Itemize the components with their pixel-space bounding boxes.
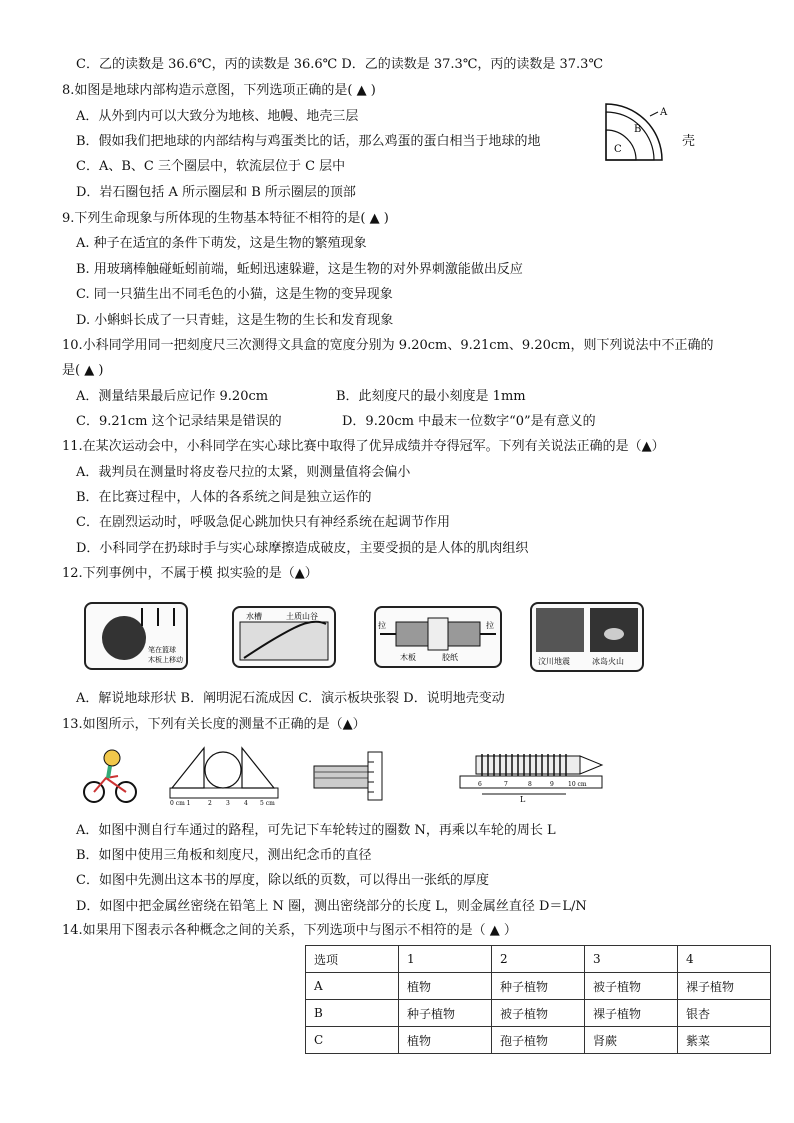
q9-option-d: D. 小蝌蚪长成了一只青蛙，这是生物的生长和发育现象 [76, 313, 394, 328]
q12c-label-board: 木板 [400, 653, 416, 662]
q14-table [305, 945, 771, 1054]
q10-option-c: C．9.21cm 这个记录结果是错误的 [76, 414, 282, 429]
q12-figure-c [374, 606, 502, 668]
q12c-label-pull-right: 拉 [486, 621, 494, 630]
q12c-label-tape: 胶纸 [442, 653, 458, 662]
q13-wire-tick-6: 6 [478, 781, 482, 788]
table-header-cell: 选项 [306, 946, 399, 973]
q12d-label-1: 汶川地震 [538, 657, 570, 666]
q13-wire-tick-7: 7 [504, 781, 508, 788]
table-cell: 银杏 [678, 1000, 771, 1027]
q13-ruler-tick-5: 5 cm [260, 800, 275, 806]
table-cell: 肾蕨 [585, 1027, 678, 1054]
table-header-cell: 1 [399, 946, 492, 973]
q11-stem: 11.在某次运动会中，小科同学在实心球比赛中取得了优异成绩并夺得冠军。下列有关说法正确的是（▲） [62, 439, 665, 454]
q11-option-b: B．在比赛过程中，人体的各系统之间是独立运作的 [76, 490, 372, 505]
q9-stem: 9.下列生命现象与所体现的生物基本特征不相符的是( ▲ ) [62, 211, 389, 226]
q12b-label-2: 土质山谷 [286, 612, 318, 621]
table-cell: B [306, 1000, 399, 1027]
q10-option-d: D．9.20cm 中最末一位数字“0”是有意义的 [342, 414, 596, 429]
earth-label-c: C [614, 144, 622, 155]
q12c-label-pull-left: 拉 [378, 621, 386, 630]
q12b-label-1: 水槽 [246, 612, 262, 621]
q13-ruler-tick-4: 4 [244, 800, 248, 806]
q13-option-d: D．如图中把金属丝密绕在铅笔上 N 圈，测出密绕部分的长度 L，则金属丝直径 D＝L/N [76, 899, 587, 914]
q8-option-b: B．假如我们把地球的内部结构与鸡蛋类比的话，那么鸡蛋的蛋白相当于地球的地 [76, 134, 541, 149]
q7-option-cd: C．乙的读数是 36.6℃，丙的读数是 36.6℃ D．乙的读数是 37.3℃，丙的读数是 37.3℃ [76, 57, 603, 72]
q13-wire-pencil-figure [456, 746, 606, 804]
q13-triangle-ruler-figure [168, 744, 280, 806]
earth-label-b: B [634, 124, 642, 135]
q14-stem: 14.如果用下图表示各种概念之间的关系，下列选项中与图示不相符的是（ ▲ ） [62, 923, 517, 938]
q13-wire-tick-10: 10 cm [568, 781, 587, 788]
q9-option-c: C. 同一只猫生出不同毛色的小猫，这是生物的变异现象 [76, 287, 393, 302]
q13-option-c: C．如图中先测出这本书的厚度，除以纸的页数，可以得出一张纸的厚度 [76, 873, 489, 888]
q12-stem: 12.下列事例中，不属于模 拟实验的是（▲） [62, 566, 318, 581]
q12-figure-b [232, 606, 336, 668]
q13-option-a: A．如图中测自行车通过的路程，可先记下车轮转过的圈数 N，再乘以车轮的周长 L [76, 823, 556, 838]
q12-figure-d [530, 602, 644, 672]
q10-stem: 10.小科同学用同一把刻度尺三次测得文具盒的宽度分别为 9.20cm、9.21cm、9.20cm，则下列说法中不正确的 [62, 338, 714, 353]
table-cell: 被子植物 [492, 1000, 585, 1027]
q13-ruler-tick-0: 0 cm 1 [170, 800, 191, 806]
q10-option-b: B．此刻度尺的最小刻度是 1mm [336, 389, 526, 404]
q13-wire-length-label: L [520, 795, 526, 804]
table-row [306, 973, 771, 1000]
q13-stem: 13.如图所示，下列有关长度的测量不正确的是（▲） [62, 717, 366, 732]
earth-label-a: A [660, 107, 668, 118]
q13-book-ruler-figure [310, 748, 390, 804]
table-header-row [306, 946, 771, 973]
table-row [306, 1000, 771, 1027]
table-header-cell: 4 [678, 946, 771, 973]
q13-wire-tick-9: 9 [550, 781, 554, 788]
q9-option-a: A. 种子在适宜的条件下萌发，这是生物的繁殖现象 [76, 236, 367, 251]
q13-ruler-tick-3: 3 [226, 800, 230, 806]
q12-options: A．解说地球形状 B．阐明泥石流成因 C．演示板块张裂 D．说明地壳变动 [76, 691, 505, 706]
q10-option-a: A．测量结果最后应记作 9.20cm [76, 389, 269, 404]
q10-stem-cont: 是( ▲ ) [62, 363, 104, 378]
table-cell: 紫菜 [678, 1027, 771, 1054]
q12a-label-1: 笔在篮球 [148, 646, 176, 654]
table-cell: 裸子植物 [678, 973, 771, 1000]
q8-option-b-end: 壳 [682, 134, 696, 149]
q9-option-b: B. 用玻璃棒触碰蚯蚓前端，蚯蚓迅速躲避，这是生物的对外界刺激能做出反应 [76, 262, 523, 277]
q8-option-a: A．从外到内可以大致分为地核、地幔、地壳三层 [76, 109, 359, 124]
table-cell: 植物 [399, 973, 492, 1000]
q13-option-b: B．如图中使用三角板和刻度尺，测出纪念币的直径 [76, 848, 372, 863]
q8-stem: 8.如图是地球内部构造示意图，下列选项正确的是( ▲ ) [62, 83, 376, 98]
q8-option-d: D．岩石圈包括 A 所示圈层和 B 所示圈层的顶部 [76, 185, 356, 200]
q12-figure-a [84, 602, 188, 670]
q12a-label-2: 木板上移动 [148, 656, 183, 664]
q13-wire-tick-8: 8 [528, 781, 532, 788]
table-cell: C [306, 1027, 399, 1054]
q11-option-d: D．小科同学在扔球时手与实心球摩擦造成破皮，主要受损的是人体的肌肉组织 [76, 541, 529, 556]
q11-option-a: A．裁判员在测量时将皮卷尺拉的太紧，则测量值将会偏小 [76, 465, 411, 480]
q13-bicycle-figure [82, 746, 138, 806]
table-cell: 孢子植物 [492, 1027, 585, 1054]
table-cell: A [306, 973, 399, 1000]
q11-option-c: C．在剧烈运动时，呼吸急促心跳加快只有神经系统在起调节作用 [76, 515, 450, 530]
q8-option-c: C．A、B、C 三个圈层中，软流层位于 C 层中 [76, 159, 346, 174]
table-cell: 种子植物 [492, 973, 585, 1000]
table-cell: 种子植物 [399, 1000, 492, 1027]
earth-layers-figure [600, 100, 680, 165]
q13-ruler-tick-2: 2 [208, 800, 212, 806]
table-header-cell: 2 [492, 946, 585, 973]
table-row [306, 1027, 771, 1054]
table-header-cell: 3 [585, 946, 678, 973]
table-cell: 裸子植物 [585, 1000, 678, 1027]
table-cell: 植物 [399, 1027, 492, 1054]
table-cell: 被子植物 [585, 973, 678, 1000]
q12d-label-2: 冰岛火山 [592, 657, 624, 666]
